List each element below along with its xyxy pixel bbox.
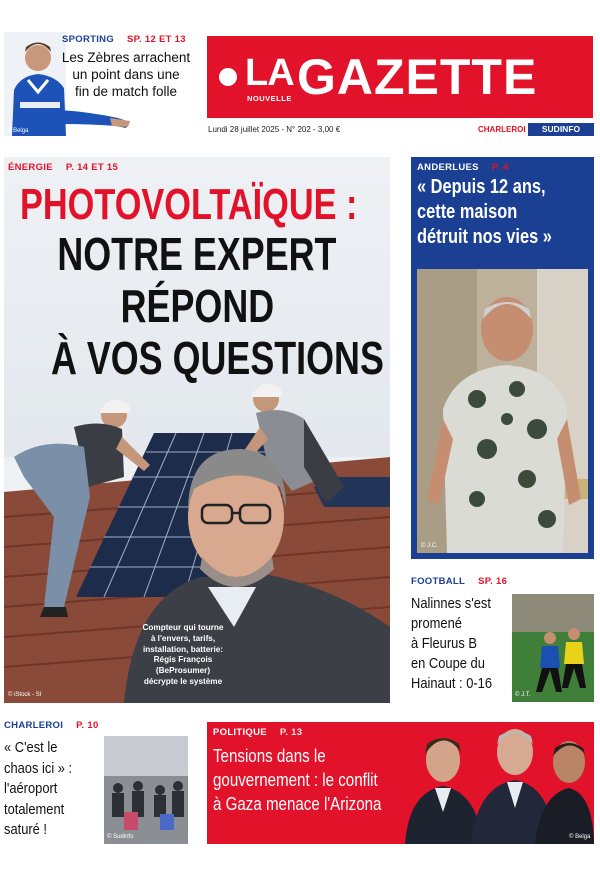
football-pages: SP. 16	[478, 576, 508, 587]
anderlues-pages: P. 4	[491, 162, 509, 173]
charleroi-headline: « C'est le chaos ici » : l'aéroport totalement saturé !	[4, 739, 73, 838]
anderlues-headline: « Depuis 12 ans, cette maison détruit nos vies »	[417, 176, 552, 248]
sporting-pages: SP. 12 ET 13	[126, 34, 186, 45]
politique-headline: Tensions dans le gouvernement : le conflit à Gaza menace l'Arizona	[213, 746, 382, 814]
anderlues-credit: © J.C.	[421, 543, 438, 549]
main-kicker	[8, 162, 118, 173]
football-match-illustration	[512, 594, 594, 702]
logo-dot-icon	[219, 68, 237, 86]
sudinfo-badge[interactable]: SUDINFO	[528, 123, 594, 136]
logo-gazette: GAZETTE	[297, 49, 538, 105]
politique-kicker	[213, 727, 302, 738]
airport-crowd-illustration	[104, 736, 188, 844]
logo-nouvelle: NOUVELLE	[247, 94, 292, 103]
football-section: FOOTBALL	[411, 576, 466, 587]
main-section: ÉNERGIE	[8, 162, 53, 173]
sporting-kicker	[62, 34, 186, 45]
politique-section: POLITIQUE	[213, 727, 267, 738]
sporting-section: SPORTING	[62, 34, 115, 45]
politique-credit: © Belga	[569, 834, 591, 840]
dateline: Lundi 28 juillet 2025 - N° 202 - 3,00 €	[208, 125, 341, 134]
edition-label: CHARLEROI	[478, 125, 526, 134]
pointing-arm-illustration	[60, 100, 132, 136]
politique-pages: P. 13	[279, 727, 303, 738]
charleroi-credit: © Sudinfo	[107, 834, 134, 840]
sporting-teaser[interactable]	[0, 22, 200, 140]
anderlues-kicker	[417, 162, 509, 173]
anderlues-photo	[417, 269, 588, 553]
main-caption: Compteur qui tourne à l'envers, tarifs, installation, batterie: Régis François (BeProsumer) décrypte le système	[142, 623, 224, 686]
charleroi-story[interactable]	[4, 716, 196, 846]
charleroi-pages: P. 10	[76, 720, 99, 731]
sporting-credit: © Belga	[7, 128, 29, 134]
football-kicker	[411, 576, 507, 587]
masthead-logo[interactable]	[207, 36, 593, 118]
main-pages: P. 14 ET 15	[65, 162, 119, 173]
charleroi-section: CHARLEROI	[4, 720, 64, 731]
football-headline: Nalinnes s'est promené à Fleurus B en Coupe du Hainaut : 0-16	[411, 595, 493, 692]
man-portrait-illustration	[417, 269, 588, 553]
football-photo	[512, 594, 594, 702]
anderlues-section: ANDERLUES	[417, 162, 479, 173]
politicians-illustration	[403, 722, 594, 844]
sporting-headline: Les Zèbres arrachent un point dans une fin de match folle	[61, 50, 191, 99]
main-title-red: PHOTOVOLTAÏQUE :	[20, 180, 358, 229]
logo-la: LA	[245, 52, 294, 94]
charleroi-kicker	[4, 720, 99, 731]
charleroi-photo	[104, 736, 188, 844]
politique-story[interactable]	[207, 722, 594, 844]
main-title: NOTRE EXPERT RÉPOND À VOS QUESTIONS	[50, 228, 384, 384]
main-credit: © iStock - SI	[8, 692, 42, 698]
anderlues-story[interactable]	[411, 157, 594, 559]
football-story[interactable]	[411, 572, 594, 704]
football-credit: © J.T.	[515, 692, 531, 698]
